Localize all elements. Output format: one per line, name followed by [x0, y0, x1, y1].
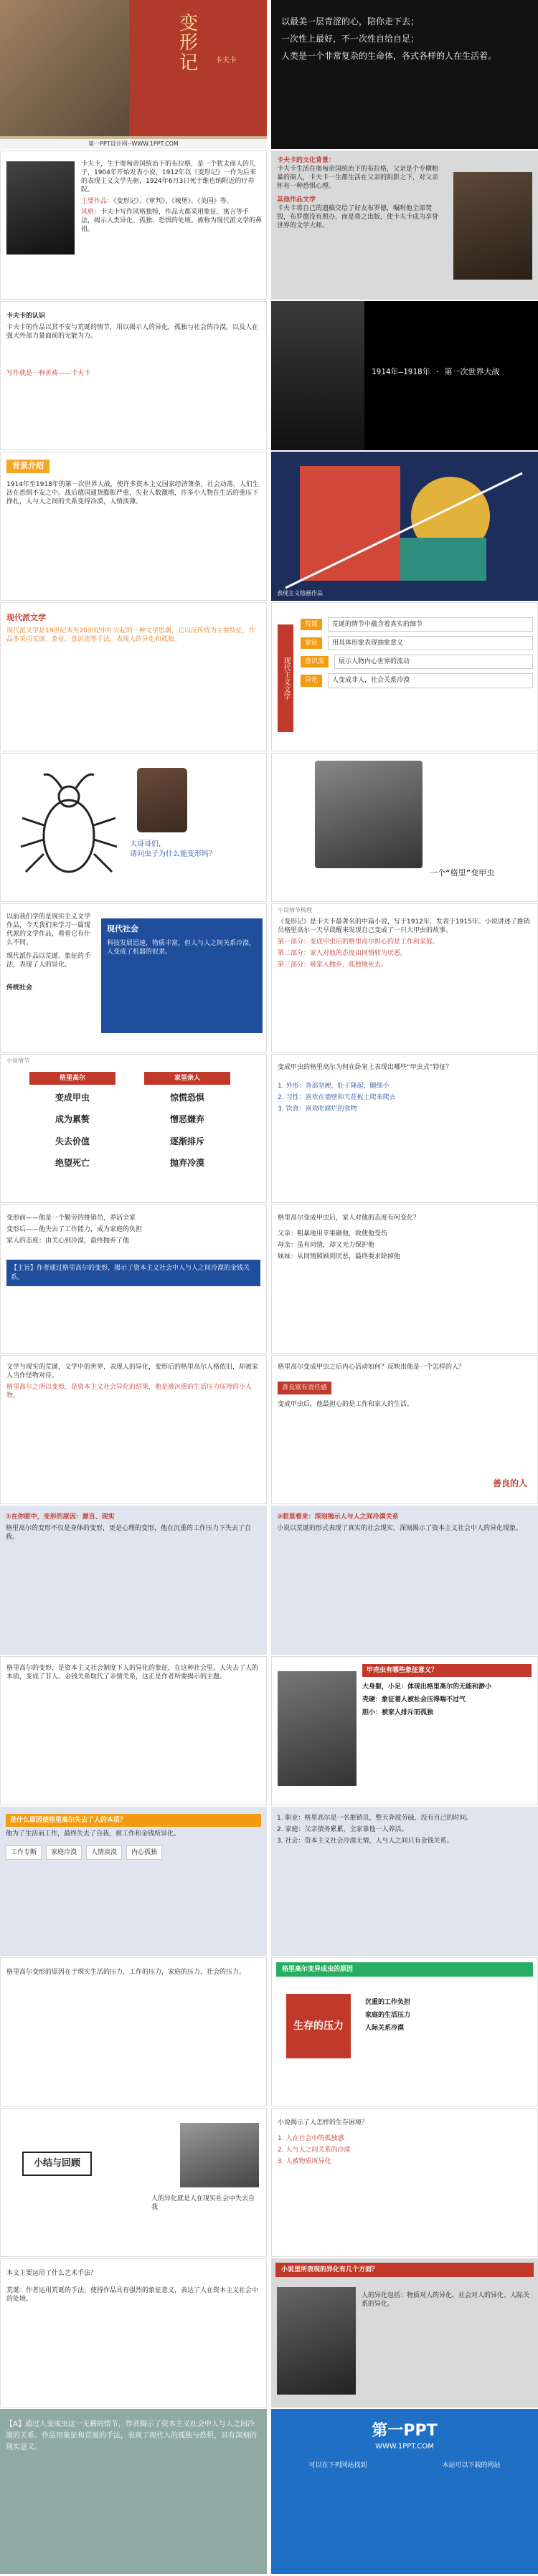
row-4	[0, 452, 538, 601]
slide-plot	[271, 903, 538, 1052]
compare-right-item: 惊慌恐惧	[169, 1093, 204, 1103]
row-11	[0, 1506, 538, 1655]
symbol-line: 大身躯，小足：体现出格里高尔的无能和渺小	[362, 1683, 492, 1691]
gregor-illustration	[315, 761, 423, 868]
gregor-caption: 一个“格里”变甲虫	[430, 868, 495, 878]
background-body: 1914年至1918年的第一次世界大战，使许多资本主义国家经济萧条，社会动荡，人们生活在恐惧不安之中。战后德国通货膨胀严重，失业人数激增，许多小人物在生活的重压下挣扎，人与人之间的关系变得冷漠，人情淡薄。	[6, 480, 259, 506]
painting-caption: 表现主义绘画作品	[277, 590, 323, 597]
slide-knowledge	[0, 301, 267, 450]
personality-question: 格里高尔变成甲虫之后内心活动如何？反映出他是一个怎样的人？	[278, 1364, 466, 1371]
poem-block	[281, 13, 531, 65]
slide-war	[271, 301, 538, 450]
ad-column: 本站可以下载的网站	[442, 2462, 501, 2470]
ad-logo[interactable]: 第一PPT	[372, 2422, 438, 2440]
modernism-item-text: 用具体形象表现抽象意义	[328, 636, 533, 650]
war-photo	[271, 301, 364, 450]
pressure-label: 生存的压力	[286, 1994, 351, 2058]
slide-ad	[271, 2409, 538, 2574]
painting-shape	[300, 466, 400, 581]
personality-label: 善良富有责任感	[278, 1382, 331, 1394]
poem-line: 以最美一层青涩的心，陪你走下去；	[281, 16, 420, 27]
dilemma-question: 小说揭示了人怎样的生存困境？	[278, 2119, 369, 2126]
beetle-icon	[15, 768, 123, 883]
summary-caption: 人的异化就是人在现实社会中失去自我	[151, 2195, 255, 2212]
bg-title: 卡夫卡的文化背景：	[277, 157, 336, 164]
modernism-item	[301, 673, 533, 688]
portrait-photo	[453, 172, 532, 280]
pressure-body: 格里高尔变形的原因在于现实生活的压力，工作的压力，家庭的压力，社会的压力。	[6, 1969, 246, 1976]
bg-body: 卡夫卡生活在奥匈帝国统治下的布拉格，父亲是个专横粗暴的商人，卡夫卡一生都生活在父亲的阴影之下，对父亲怀有一种恐惧心理。	[277, 166, 439, 191]
change-line: 变形后——他失去了工作能力，成为家庭的负担	[6, 1226, 143, 1234]
slide-reveal	[271, 1506, 538, 1655]
slide-pressure-causes	[271, 1957, 538, 2106]
row-2	[0, 151, 538, 300]
row-13	[0, 1807, 538, 1956]
dilemma-item: 1. 人在社会中的孤独感	[278, 2135, 344, 2143]
features-item: 3. 饮食：喜欢吃腐烂的食物	[278, 1106, 357, 1113]
war-caption: 1914年—1918年 · 第一次世界大战	[372, 367, 500, 376]
slide-alienation	[0, 1656, 267, 1805]
pressure-item: 沉重的工作负担	[365, 1999, 411, 2006]
symbol-text	[362, 1664, 532, 1718]
lost-item: 家庭冷漠	[46, 1845, 82, 1860]
compare-left-item: 绝望死亡	[55, 1157, 90, 1168]
row-7	[0, 903, 538, 1052]
lost-item: 工作专断	[6, 1845, 42, 1860]
traditional-footer: 传统社会	[6, 984, 33, 992]
slide-poem	[271, 0, 538, 149]
change-line: 家人的态度：由关心到冷漠，最终抛弃了他	[6, 1237, 130, 1245]
traditional-text	[6, 913, 93, 992]
slide-cause	[0, 1506, 267, 1655]
modernism-title: 现代主义文学	[278, 624, 293, 732]
cover-photo	[0, 0, 129, 136]
slide-traditional	[0, 903, 267, 1052]
bg-title-2: 其他作品文学	[277, 196, 316, 204]
row-3	[0, 301, 538, 450]
kafka-photo	[6, 161, 75, 255]
slide-background	[271, 151, 538, 300]
title-char: 记	[179, 52, 199, 74]
knowledge-heading: 卡夫卡的认识	[6, 313, 46, 320]
slide-painting	[271, 452, 538, 601]
features-question: 变成甲虫的格里高尔为何在卧室上表现出哪些“甲虫式”特征？	[278, 1064, 453, 1071]
summary-illustration	[180, 2123, 259, 2187]
technique-question: 本文主要运用了什么艺术手法？	[6, 2270, 98, 2277]
symbol-illustration	[278, 1671, 357, 1786]
personality-tag: 善良的人	[492, 1478, 527, 1488]
cause-body: 格里高尔的变形不仅是身体的变形，更是心理的变形，他在沉重的工作压力下失去了自我。	[6, 1525, 252, 1541]
painting-art	[271, 452, 538, 601]
alienation-body: 格里高尔的变形，是资本主义社会制度下人的异化的象征，在这种社会里，人失去了人的本质，变成了非人。金钱关系取代了亲情关系，这正是作者所要揭示的主题。	[6, 1665, 259, 1681]
family-item: 父亲：粗暴地用苹果砸他，致使他受伤	[278, 1230, 388, 1238]
slide-lost-reasons	[271, 1807, 538, 1956]
cover-red-panel	[129, 0, 267, 136]
reality-body-2: 格里高尔之所以变形，是资本主义社会异化的结果，他是被沉重的生活压力压垮的小人物。	[6, 1384, 253, 1400]
poem-line: 人类是一个非常复杂的生命体，各式各样的人在生活着。	[281, 51, 497, 61]
family-item: 妹妹：从同情照顾到厌恶，最终要求除掉他	[278, 1253, 401, 1261]
compare-left	[29, 1072, 115, 1169]
title-char: 形	[179, 32, 199, 54]
works-label: 主要作品：	[81, 197, 114, 205]
bg-body-2: 卡夫卡将自己的遗稿交给了好友布罗德，嘱咐他全部焚毁，布罗德没有照办，而是将之出版，使卡夫卡成为享誉世界的文学大师。	[277, 204, 439, 229]
title-char: 变	[179, 13, 199, 34]
slide-pressure	[0, 1957, 267, 2106]
slide-plot-compare	[0, 1054, 267, 1203]
reveal-heading: ③眼里看来：深刻揭示人与人之间冷漠关系	[277, 1513, 399, 1521]
modernism-item-text: 人变成非人，社会关系冷漠	[328, 673, 533, 688]
knowledge-body: 卡夫卡的作品以其不安与荒诞的情节，用以揭示人的异化，孤独与社会的冷漠，以及人在强大外部力量面前的无能为力。	[6, 324, 259, 341]
slide-lost	[0, 1807, 267, 1956]
symbol-line: 壳硬：象征着人被社会压得喘不过气	[362, 1696, 466, 1704]
row-10	[0, 1355, 538, 1504]
speech-bubble	[130, 840, 245, 859]
technique-body: 荒诞：作者运用荒诞的手法，使得作品具有强烈的象征意义，表达了人在资本主义社会中的处境。	[6, 2287, 259, 2304]
summary-heading: 小结与回顾	[22, 2152, 92, 2176]
speech-line: 大哥哥们，	[130, 840, 166, 848]
style-text: 卡夫卡写作风格独特，作品大都采用象征、寓言等手法，揭示人类异化、孤独、恐惧的处境。被称为现代派文学的鼻祖。	[81, 208, 263, 233]
cover-banner: 第一PPT设计网--WWW.1PPT.COM	[0, 139, 267, 149]
slide-title	[0, 0, 267, 149]
slide-alienation-types	[271, 2258, 538, 2408]
family-question: 格里高尔变成甲虫后，家人对他的态度有何变化？	[278, 1215, 420, 1222]
modernism-item	[301, 655, 533, 669]
poem-line: 一次性上最好，不一次性自给自足；	[281, 34, 420, 44]
modernism-item-label: 象征	[301, 637, 322, 649]
background-tag: 背景介绍	[6, 460, 49, 473]
lost-item: 内心孤独	[126, 1845, 162, 1860]
compare-right-name: 家里亲人	[144, 1072, 230, 1085]
row-12	[0, 1656, 538, 1805]
modern-card-title: 现代社会	[107, 924, 138, 933]
features-item: 1. 外形：背部坚硬，肚子隆起，腿细小	[278, 1083, 390, 1090]
ad-url[interactable]: WWW.1PPT.COM	[375, 2442, 434, 2451]
lost-items	[6, 1845, 261, 1860]
slide-features	[271, 1054, 538, 1203]
slide-conclusion	[0, 2409, 267, 2574]
ad-column: 可以在下列网站找到	[308, 2462, 367, 2470]
compare-right-item: 抛弃冷漠	[169, 1157, 204, 1168]
slide-change	[0, 1204, 267, 1354]
traditional-note: 现代派作品以荒诞、象征的手法，表现了人的异化。	[6, 952, 91, 969]
cover-title	[179, 14, 198, 73]
symbol-line: 胆小：被家人排斥而孤独	[362, 1709, 434, 1717]
knowledge-quote: 写作就是一种祈祷——卡夫卡	[6, 370, 91, 378]
modernism-item-label: 意识流	[301, 656, 329, 667]
lost-heading: 是什么原因使格里高尔失去了人的本质？	[6, 1814, 261, 1827]
plot-part: 第一部分：变成甲虫后的格里高尔担心的是工作和家庭。	[278, 938, 440, 946]
modernism-item-text: 荒诞的情节中蕴含着真实的细节	[328, 617, 533, 632]
modern-card	[101, 918, 263, 1033]
lost-reason: 2. 家庭：父亲债务累累，全家靠他一人养活。	[277, 1826, 408, 1834]
modernism-item	[301, 617, 533, 632]
traditional-body: 以前我们学的是现实主义文学作品，今天我们来学习一篇现代派的文学作品，看看它有什么不同。	[6, 913, 91, 947]
family-item: 母亲：虽有同情，却又无力保护他	[278, 1242, 375, 1250]
compare-right-item: 逐渐排斥	[169, 1136, 204, 1146]
slide-modernism-map	[271, 602, 538, 751]
lost-body: 他为了生活而工作，最终失去了自我，被工作和金钱所异化。	[6, 1830, 181, 1838]
pressure-heading: 格里高尔变异成虫的原因	[276, 1962, 533, 1977]
personality-body: 变成甲虫后，他最担心的是工作和家人的生活。	[278, 1401, 414, 1409]
lost-reason: 3. 社会：资本主义社会冷漠无情，人与人之间只有金钱关系。	[277, 1838, 453, 1845]
compare-left-item: 失去价值	[55, 1136, 90, 1146]
painting-shape	[400, 538, 486, 581]
slide-personality	[271, 1355, 538, 1504]
pressure-item: 人际关系冷漠	[365, 2025, 405, 2033]
row-14	[0, 1957, 538, 2106]
dilemma-item: 3. 人被物质所异化	[278, 2158, 331, 2166]
compare-right	[144, 1072, 230, 1169]
modernism-heading: 现代派文学	[6, 613, 46, 622]
plot-part: 第三部分：被家人抛弃，孤独地死去。	[278, 961, 388, 969]
row-17	[0, 2409, 538, 2574]
conclusion-body: 【A】通过人变成虫这一无稽的情节，作者揭示了资本主义社会中人与人之间冷漠的关系。作品用象征和荒诞的手法，表现了现代人的孤独与恐惧，具有深刻的现实意义。	[6, 2420, 257, 2451]
slide-dilemma	[271, 2108, 538, 2257]
slide-modernism	[0, 602, 267, 751]
change-line: 变形前——他是一个勤劳的推销员，养活全家	[6, 1215, 136, 1222]
slide-beetle	[0, 753, 267, 902]
reveal-body: 小说以荒诞的形式表现了真实的社会现实，深刻揭示了资本主义社会中人的异化现象。	[277, 1525, 523, 1533]
lost-item: 人情淡漠	[86, 1845, 122, 1860]
slide-family	[271, 1204, 538, 1354]
cause-heading: ①在你眼中，变形的原因：源自、现实	[6, 1513, 115, 1521]
plot-body: 《变形记》是卡夫卡最著名的中篇小说，写于1912年，发表于1915年。小说讲述了推销员格里高尔一天早晨醒来发现自己变成了一只大甲虫的故事。	[278, 918, 530, 934]
row-15	[0, 2108, 538, 2257]
types-body: 人的异化包括：物质对人的异化、社会对人的异化、人际关系的异化。	[362, 2292, 530, 2309]
modern-card-body: 科技发展迅速，物质丰富，但人与人之间关系冷漠，人变成了机器的奴隶。	[107, 939, 256, 956]
ad-columns	[271, 2461, 538, 2470]
style-label: 风格：	[81, 208, 101, 216]
row-16	[0, 2258, 538, 2408]
works-text: 《变形记》、《审判》、《城堡》、《美国》等。	[113, 197, 233, 205]
compare-right-item: 憎恶嫌弃	[169, 1114, 204, 1125]
bg-text	[277, 156, 442, 230]
author-text	[81, 158, 262, 236]
types-illustration	[277, 2287, 356, 2395]
boy-illustration	[137, 768, 187, 832]
compare-heading: 小说情节	[6, 1058, 29, 1064]
slide-summary	[0, 2108, 267, 2257]
row-8	[0, 1054, 538, 1203]
cover-author: 卡夫卡	[215, 57, 237, 65]
modernism-body: 现代派文学是19世纪末至20世纪中叶兴起的一种文学思潮，它以反传统为主要特征，作品多采用荒诞、象征、意识流等手法，表现人的异化和孤独。	[6, 627, 255, 643]
change-note: 【主旨】作者通过格里高尔的变形，揭示了资本主义社会中人与人之间冷漠的金钱关系。	[6, 1260, 260, 1285]
features-item: 2. 习性：喜欢在墙壁和天花板上爬来爬去	[278, 1094, 396, 1102]
slide-reality	[0, 1355, 267, 1504]
modernism-item	[301, 636, 533, 650]
row-5	[0, 602, 538, 751]
dilemma-item: 2. 人与人之间关系的冷漠	[278, 2147, 351, 2154]
slide-background-intro	[0, 452, 267, 601]
row-9	[0, 1204, 538, 1354]
speech-line: 请问虫子为什么能变形吗？	[130, 850, 216, 858]
row-6	[0, 753, 538, 902]
modernism-item-text: 展示人物内心世界的流动	[334, 655, 533, 669]
plot-part: 第二部分：家人对他的态度由同情转为厌恶。	[278, 950, 407, 958]
pressure-item: 家庭的生活压力	[365, 2012, 411, 2020]
types-heading: 小说里所表现的异化有几个方面？	[275, 2263, 534, 2277]
reality-body: 文学与现实的荒诞，文学中的世界，表现人的异化，变形后的格里高尔人格依旧，却被家人当作怪物对待。	[6, 1364, 259, 1380]
compare-left-item: 变成甲虫	[55, 1093, 90, 1103]
slide-symbol	[271, 1656, 538, 1805]
modernism-item-label: 异化	[301, 675, 322, 686]
lost-reason: 1. 职业：格里高尔是一名推销员，整天奔波劳碌，没有自己的时间。	[277, 1815, 473, 1822]
plot-heading: 小说情节梳理	[278, 907, 312, 913]
author-intro: 卡夫卡，生于奥匈帝国统治下的布拉格，是一个犹太商人的儿子，1904年开始发表小说，1912年以《变形记》一作为后来的表现主义文学先驱，1924年6月3日死于维也纳附近的疗养院。	[81, 161, 256, 194]
modernism-item-label: 荒诞	[301, 619, 322, 630]
symbol-heading: 甲壳虫有哪些象征意义？	[362, 1664, 532, 1677]
pressure-items	[365, 1994, 530, 2037]
slide-gregor	[271, 753, 538, 902]
compare-left-name: 格里高尔	[29, 1072, 115, 1085]
compare-left-item: 成为累赘	[55, 1114, 90, 1125]
row-1	[0, 0, 538, 149]
modernism-items	[301, 613, 533, 693]
slide-technique	[0, 2258, 267, 2408]
slide-author	[0, 151, 267, 300]
